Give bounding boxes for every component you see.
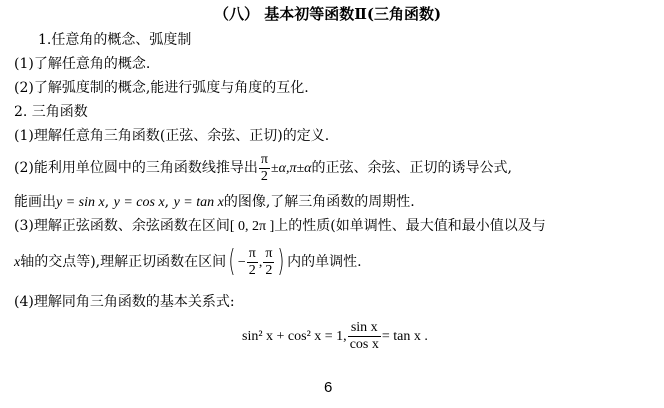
formula-sin: y = sin x	[56, 195, 105, 210]
fraction-sin-over-cos	[348, 320, 381, 353]
formula-cos: y = cos x	[113, 195, 165, 210]
fraction-numerator: π	[248, 245, 256, 261]
fraction-denominator: cos x	[349, 336, 379, 352]
fraction-denominator: 2	[260, 168, 268, 184]
properties-text-post: 上的性质(如单调性、最大值和最小值以及与	[274, 218, 546, 234]
formula-left: sin² x + cos² x = 1,	[242, 329, 347, 344]
formula-tan: y = tan x	[173, 195, 224, 210]
item-induction-formula	[14, 148, 512, 189]
item-graph-functions: 能画出y = sin x, y = cos x, y = tan x的图像,了解三角函数的周期性.	[14, 194, 415, 210]
item-radian: (2)了解弧度制的概念,能进行弧度与角度的互化.	[14, 80, 309, 96]
formula-right: = tan x .	[381, 329, 428, 344]
fraction-denominator: 2	[248, 262, 256, 278]
fraction-neg-pi-over-2	[247, 246, 258, 279]
induction-text-pre: (2)能利用单位圆中的三角函数线推导出	[14, 160, 258, 176]
page-number: 6	[324, 379, 333, 396]
interval-0-2pi: [ 0, 2π ]	[229, 219, 275, 234]
tangent-text-pre: 轴的交点等),理解正切函数在区间	[20, 254, 227, 270]
graph-text-pre: 能画出	[14, 194, 56, 210]
induction-expression: ±α,π±α	[270, 161, 312, 176]
tangent-text-post: 内的单调性.	[287, 254, 362, 270]
item-any-angle: (1)了解任意角的概念.	[14, 56, 151, 72]
heading-angle-concept: 1.任意角的概念、弧度制	[38, 32, 192, 48]
item-tangent-monotonic	[14, 240, 362, 285]
item-basic-relations: (4)理解同角三角函数的基本关系式:	[14, 294, 235, 310]
fraction-denominator: 2	[265, 262, 273, 278]
section-title: （八） 基本初等函数Ⅱ(三角函数)	[214, 5, 442, 23]
fraction-pi-over-2-right	[263, 246, 274, 279]
properties-text-pre: (3)理解正弦函数、余弦函数在区间	[14, 218, 230, 234]
heading-trig-functions: 2. 三角函数	[14, 104, 88, 120]
fraction-numerator: sin x	[348, 320, 381, 337]
close-paren: )	[277, 244, 285, 279]
x-variable: x	[14, 255, 21, 270]
fraction-numerator: π	[265, 245, 273, 261]
graph-text-post: 的图像,了解三角函数的周期性.	[223, 194, 415, 210]
comma: ,	[258, 255, 263, 270]
item-trig-definition: (1)理解任意角三角函数(正弦、余弦、正切)的定义.	[14, 128, 330, 144]
item-properties	[14, 216, 546, 237]
open-paren: (	[228, 244, 236, 279]
minus-sign: −	[237, 255, 246, 270]
fraction-pi-over-2	[259, 152, 270, 185]
formula-identity	[242, 316, 428, 357]
fraction-numerator: π	[260, 151, 268, 167]
induction-text-post: 的正弦、余弦、正切的诱导公式,	[311, 160, 512, 176]
